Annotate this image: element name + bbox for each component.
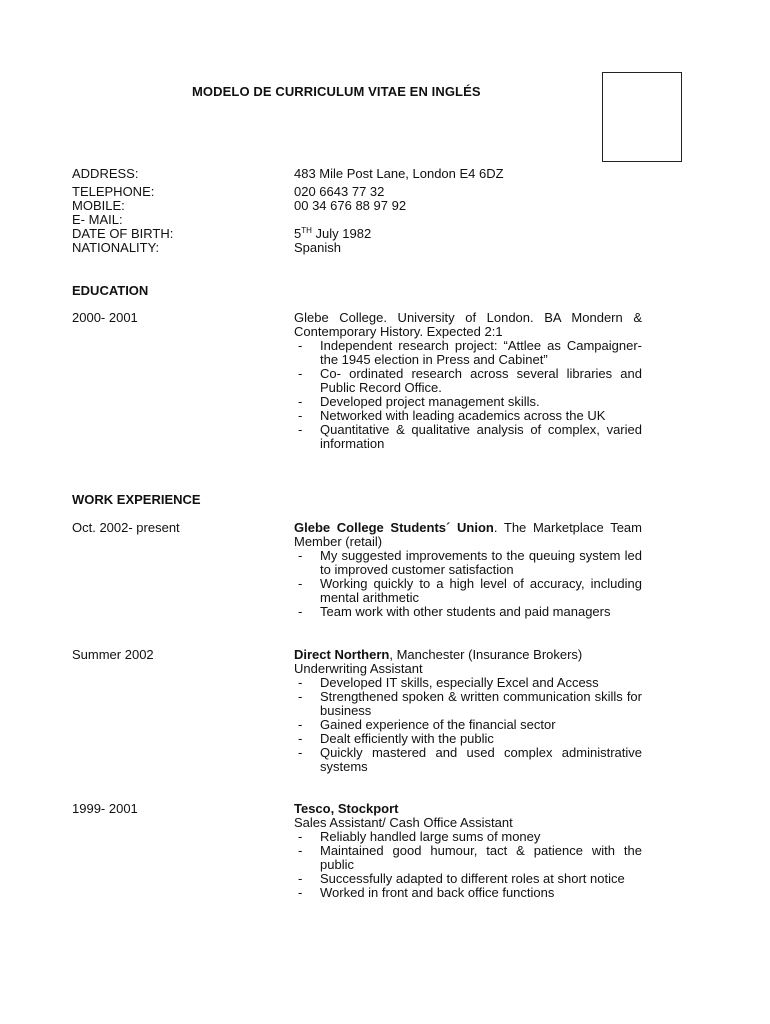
list-item: - My suggested improvements to the queuing system led to improved customer satisfaction: [294, 549, 642, 577]
work-period-1: Oct. 2002- present: [72, 520, 180, 535]
work-heading: WORK EXPERIENCE: [72, 492, 201, 507]
mobile-value: 00 34 676 88 97 92: [294, 198, 407, 213]
work-period-2: Summer 2002: [72, 647, 154, 662]
dob-ordinal: TH: [301, 226, 312, 235]
list-item: - Dealt efficiently with the public: [294, 732, 642, 746]
list-item: - Developed IT skills, especially Excel and Access: [294, 676, 642, 690]
employer-name: Glebe College Students´ Union: [294, 520, 494, 535]
telephone-label: TELEPHONE:: [72, 184, 155, 199]
work-period-3: 1999- 2001: [72, 801, 138, 816]
list-item: - Worked in front and back office functions: [294, 886, 642, 900]
list-item: - Quickly mastered and used complex administrative systems: [294, 746, 642, 774]
list-item: - Strengthened spoken & written communication skills for business: [294, 690, 642, 718]
list-item: - Working quickly to a high level of accuracy, including mental arithmetic: [294, 577, 642, 605]
list-item: - Developed project management skills.: [294, 395, 642, 409]
education-bullets: [294, 339, 642, 451]
work-entry-3-head: [294, 802, 642, 816]
work-entry-1: [294, 521, 642, 619]
work-entry-2: [294, 648, 642, 774]
list-item: - Successfully adapted to different roles at short notice: [294, 872, 642, 886]
employer-detail: . The Marketplace Team Member (retail): [294, 520, 642, 549]
photo-placeholder: [602, 72, 682, 162]
list-item: - Maintained good humour, tact & patience with the public: [294, 844, 642, 872]
list-item: - Gained experience of the financial sector: [294, 718, 642, 732]
education-entry-head: Glebe College. University of London. BA Mondern & Contemporary History. Expected 2:1: [294, 310, 642, 339]
work-entry-2-head: [294, 648, 642, 662]
nationality-value: Spanish: [294, 240, 341, 255]
dob-label: DATE OF BIRTH:: [72, 226, 174, 241]
work-entry-3-bullets: [294, 830, 642, 900]
document-title: MODELO DE CURRICULUM VITAE EN INGLÉS: [192, 84, 481, 99]
dob-day: 5: [294, 226, 302, 241]
job-title: Sales Assistant/ Cash Office Assistant: [294, 815, 513, 830]
list-item: - Independent research project: “Attlee as Campaigner- the 1945 election in Press and Cabinet”: [294, 339, 642, 367]
nationality-label: NATIONALITY:: [72, 240, 160, 255]
list-item: - Networked with leading academics across the UK: [294, 409, 642, 423]
email-label: E- MAIL:: [72, 212, 123, 227]
work-entry-3: [294, 802, 642, 900]
job-title: Underwriting Assistant: [294, 661, 423, 676]
work-entry-1-bullets: [294, 549, 642, 619]
dob-rest: July 1982: [311, 226, 372, 241]
education-heading: EDUCATION: [72, 283, 149, 298]
list-item: - Team work with other students and paid managers: [294, 605, 642, 619]
education-period: 2000- 2001: [72, 310, 138, 325]
work-entry-2-bullets: [294, 676, 642, 774]
list-item: - Co- ordinated research across several libraries and Public Record Office.: [294, 367, 642, 395]
employer-detail: , Manchester (Insurance Brokers): [389, 647, 583, 662]
employer-name: Direct Northern: [294, 647, 390, 662]
work-entry-1-head: [294, 521, 642, 549]
dob-value: [294, 227, 371, 241]
telephone-value: 020 6643 77 32: [294, 184, 385, 199]
employer-name: Tesco, Stockport: [294, 801, 399, 816]
list-item: - Reliably handled large sums of money: [294, 830, 642, 844]
address-value: 483 Mile Post Lane, London E4 6DZ: [294, 166, 504, 181]
education-entry: [294, 311, 642, 451]
list-item: - Quantitative & qualitative analysis of complex, varied information: [294, 423, 642, 451]
address-label: ADDRESS:: [72, 166, 139, 181]
mobile-label: MOBILE:: [72, 198, 125, 213]
